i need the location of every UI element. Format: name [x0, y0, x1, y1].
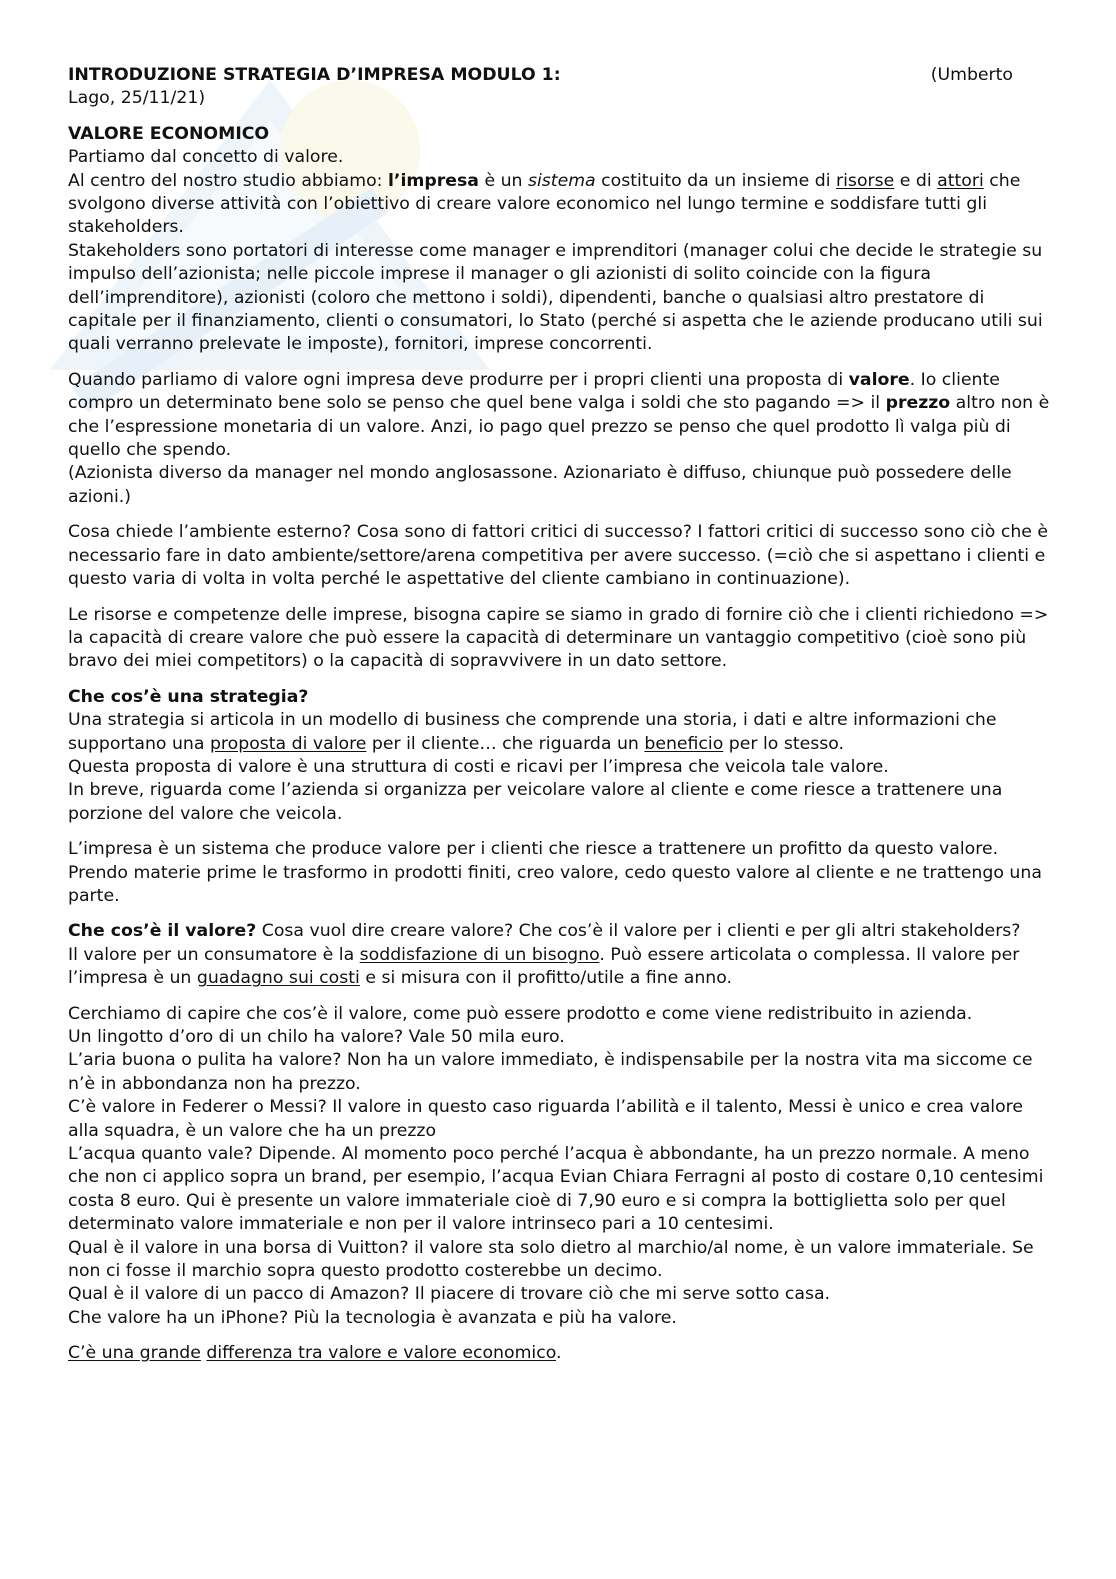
paragraph-text: che svolgono diverse attività con l’obiettivo di creare valore economico nel lungo termine e soddisfare tutti gli stakeholders.	[68, 170, 1021, 238]
bold-term: valore	[848, 369, 910, 390]
paragraph-text: L’aria buona o pulita ha valore? Non ha un valore immediato, è indispensabile per la nostra vita ma siccome ce n’è in abbondanza non ha prezzo.	[68, 1050, 1033, 1094]
paragraph-text: per lo stesso.	[723, 733, 845, 754]
paragraph-risorse: Le risorse e competenze delle imprese, bisogna capire se siamo in grado di fornire ciò che i clienti richiedono => la capacità di creare valore che può essere la capacità di determinare un vantaggio competitivo (cioè sono più bravo dei miei competitors) o la capacità di sopravvivere in un dato settore.	[68, 604, 1049, 672]
paragraph-text: Cerchiamo di capire che cos’è il valore, come può essere prodotto e come viene redistribuito in azienda.	[68, 1003, 973, 1024]
author-date: Lago, 25/11/21)	[68, 88, 206, 109]
section-strategia	[68, 686, 1053, 826]
paragraph-text: . Può essere articolata o complessa. Il valore per l’impresa è un	[68, 944, 1020, 989]
paragraph-text: Che valore ha un iPhone? Più la tecnologia è avanzata e più ha valore.	[68, 1307, 677, 1328]
paragraph-text: Un lingotto d’oro di un chilo ha valore? Vale 50 mila euro.	[68, 1027, 565, 1048]
paragraph-text: Stakeholders sono portatori di interesse come manager e imprenditori (manager colui che decide le strategie su impulso dell’azionista; nelle piccole imprese il manager o gli azionisti di solito coincide con la figura dell’imprenditore), azionisti (coloro che mettono i soldi), dipendenti, banche o qualsiasi altro prestatore di capitale per il finanziamento, clienti o consumatori, lo Stato (perché si aspetta che le aziende producano utili sui quali verranno prelevate le imposte), fornitori, imprese concorrenti.	[68, 240, 1043, 355]
paragraph-text: Qual è il valore in una borsa di Vuitton? il valore sta solo dietro al marchio/al nome, è un valore immateriale. Se non ci fosse il marchio sopra questo prodotto costerebbe un decimo.	[68, 1237, 1034, 1282]
paragraph-text: . Io cliente compro un determinato bene solo se penso che quel bene valga i soldi che sto pagando => il	[68, 369, 1000, 414]
paragraph-differenza	[68, 1342, 1053, 1365]
section-heading: VALORE ECONOMICO	[68, 123, 270, 144]
paragraph-text: per il cliente… che riguarda un	[366, 733, 645, 754]
section-heading: Che cos’è una strategia?	[68, 686, 309, 707]
paragraph-text: costituito da un insieme di	[595, 170, 837, 191]
paragraph-text: e si misura con il profitto/utile a fine anno.	[359, 968, 733, 989]
underlined-term: attori	[937, 170, 984, 191]
underlined-term: differenza tra valore e valore economico	[206, 1343, 556, 1364]
underlined-term: C’è una grande	[68, 1343, 201, 1364]
title-row	[68, 64, 1053, 87]
underlined-term: proposta di valore	[209, 733, 367, 754]
paragraph-prezzo	[68, 369, 1053, 509]
section-valore-economico	[68, 123, 1053, 357]
paragraph-esempi-valore	[68, 1003, 1053, 1331]
paragraph-impresa-sistema: L’impresa è un sistema che produce valore per i clienti che riesce a trattenere un profitto da questo valore. Prendo materie prime le trasformo in prodotti finiti, creo valore, cedo questo valore al cliente e ne trattengo una parte.	[68, 839, 1042, 906]
section-valore	[68, 920, 1053, 990]
paragraph-text: L’acqua quanto vale? Dipende. Al momento poco perché l’acqua è abbondante, ha un prezzo normale. A meno che non ci applico sopra un brand, per esempio, l’acqua Evian Chiara Ferragni al posto di costare 0,10 centesimi costa 8 euro. Qui è presente un valore immateriale cioè di 7,90 euro e si compra la bottiglietta solo per quel determinato valore immateriale e non per il valore intrinseco pari a 10 centesimi.	[68, 1144, 1044, 1235]
underlined-term: beneficio	[644, 733, 724, 754]
paragraph-text: Questa proposta di valore è una struttura di costi e ricavi per l’impresa che veicola tale valore.	[68, 756, 889, 777]
paragraph-fattori-critici: Cosa chiede l’ambiente esterno? Cosa sono di fattori critici di successo? I fattori critici di successo sono ciò che è necessario fare in dato ambiente/settore/arena competitiva per avere successo. (=ciò che si aspettano i clienti e questo varia di volta in volta perché le aspettative del cliente cambiano in continuazione).	[68, 522, 1049, 590]
paragraph-text: (Azionista diverso da manager nel mondo anglosassone. Azionariato è diffuso, chiunque può possedere delle azioni.)	[68, 463, 1012, 507]
document-title: INTRODUZIONE STRATEGIA D’IMPRESA MODULO 1:	[68, 65, 561, 85]
paragraph-text: è un	[478, 170, 528, 191]
author-open: (Umberto	[930, 65, 1013, 85]
paragraph-text: .	[556, 1343, 562, 1364]
paragraph-text: Qual è il valore di un pacco di Amazon? Il piacere di trovare ciò che mi serve sotto casa.	[68, 1284, 831, 1305]
paragraph-text: In breve, riguarda come l’azienda si organizza per veicolare valore al cliente e come riesce a trattenere una porzione del valore che veicola.	[68, 780, 1003, 824]
italic-term: sistema	[528, 170, 596, 191]
underlined-term: guadagno sui costi	[196, 968, 360, 989]
paragraph-text: altro non è che l’espressione monetaria di un valore. Anzi, io pago quel prezzo se penso che quel prodotto lì valga più di quello che spendo.	[68, 393, 1050, 461]
section-heading: Che cos’è il valore?	[68, 921, 257, 942]
paragraph-text: Quando parliamo di valore ogni impresa deve produrre per i propri clienti una proposta di	[68, 369, 849, 390]
paragraph-text: Una strategia si articola in un modello di business che comprende una storia, i dati e altre informazioni che supportano una	[68, 710, 997, 754]
underlined-term: risorse	[836, 170, 895, 191]
underlined-term: soddisfazione di un bisogno	[359, 944, 600, 965]
paragraph-text: Al centro del nostro studio abbiamo:	[68, 170, 388, 191]
paragraph-text: Partiamo dal concetto di valore.	[68, 147, 344, 168]
bold-term: l’impresa	[387, 170, 479, 191]
bold-term: prezzo	[885, 393, 951, 414]
paragraph-text: e di	[894, 170, 938, 191]
paragraph-text: Il valore per un consumatore è la	[68, 944, 360, 965]
document-body	[68, 64, 1053, 1378]
paragraph-text: C’è valore in Federer o Messi? Il valore in questo caso riguarda l’abilità e il talento, Messi è unico e crea valore alla squadra, è un valore che ha un prezzo	[68, 1097, 1024, 1141]
paragraph-text: Cosa vuol dire creare valore? Che cos’è il valore per i clienti e per gli altri stakeholders?	[256, 921, 1021, 942]
